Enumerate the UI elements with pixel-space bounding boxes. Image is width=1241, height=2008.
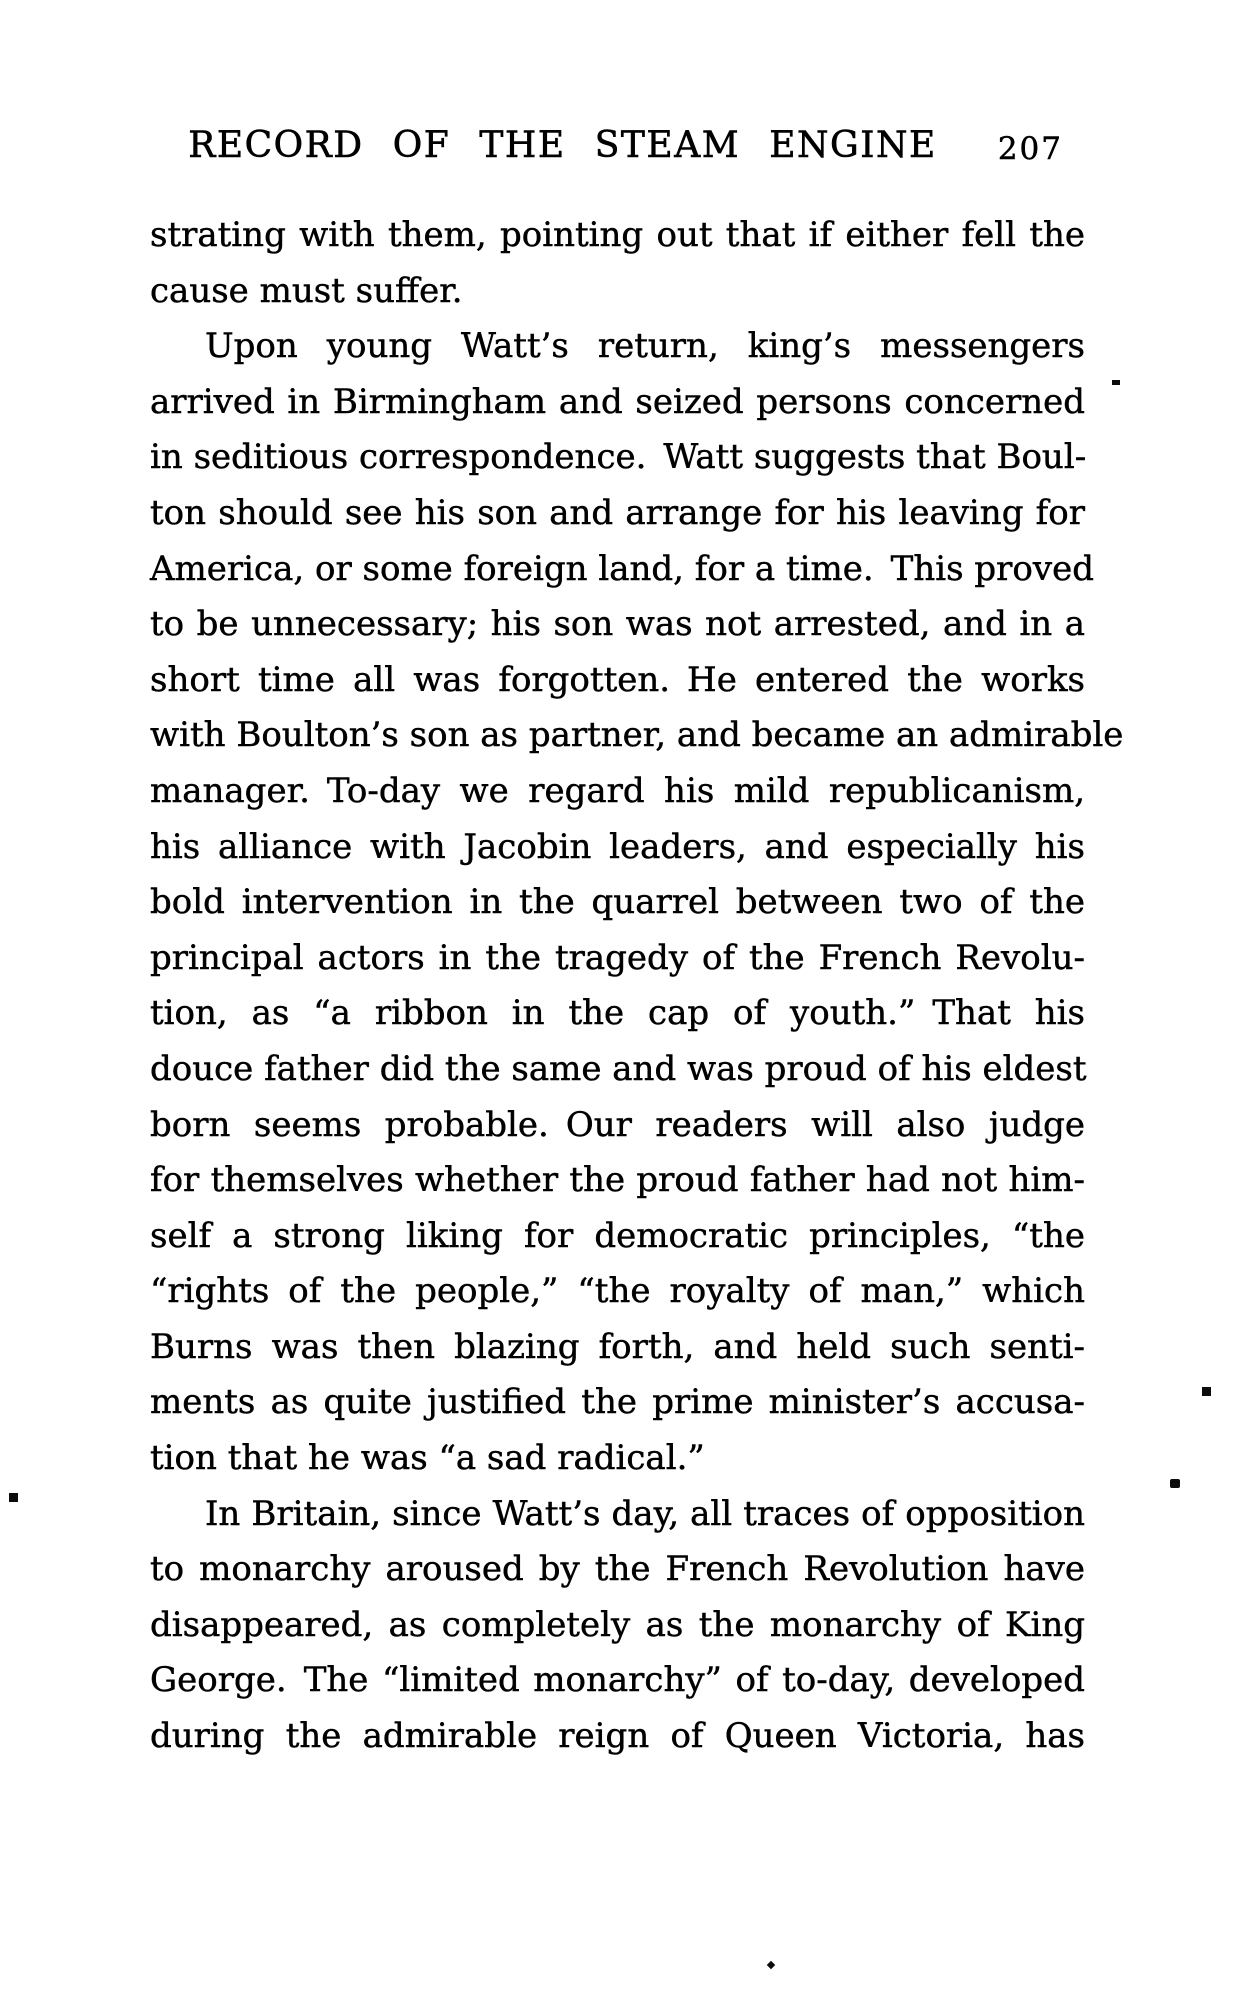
scan-speck	[1170, 1479, 1180, 1488]
text-line: self a strong liking for democratic principles, “the	[150, 1215, 1085, 1256]
text-line: for themselves whether the proud father had not him-	[150, 1160, 1085, 1201]
scan-speck	[9, 1493, 18, 1502]
text-line: short time all was forgotten. He entered the works	[150, 659, 1085, 700]
text-line: manager. To-day we regard his mild republicanism,	[150, 770, 1085, 811]
text-line: In Britain, since Watt’s day, all traces of opposition	[205, 1493, 1085, 1534]
text-line: during the admirable reign of Queen Victoria, has	[150, 1716, 1085, 1757]
text-line: to monarchy aroused by the French Revolution have	[150, 1549, 1085, 1590]
text-line: in seditious correspondence. Watt suggests that Boul-	[150, 437, 1087, 478]
text-line: disappeared, as completely as the monarchy of King	[150, 1604, 1085, 1645]
text-line: with Boulton’s son as partner, and became an admirable	[150, 715, 1124, 756]
text-line: born seems probable. Our readers will also judge	[150, 1104, 1085, 1145]
body-text	[150, 208, 1124, 1765]
text-line: strating with them, pointing out that if either fell the	[150, 215, 1085, 255]
page-title: RECORD OF THE STEAM ENGINE	[188, 125, 937, 166]
scan-speck	[1202, 1387, 1211, 1396]
text-line: principal actors in the tragedy of the French Revolu-	[150, 937, 1085, 978]
text-line: George. The “limited monarchy” of to-day, developed	[150, 1660, 1085, 1701]
scan-speck	[767, 1961, 775, 1969]
text-line: douce father did the same and was proud of his eldest	[150, 1048, 1087, 1089]
page-number: 207	[997, 131, 1063, 167]
text-line: ments as quite justified the prime minister’s accusa-	[150, 1382, 1085, 1423]
text-line: arrived in Birmingham and seized persons concerned	[150, 381, 1085, 422]
text-line: tion that he was “a sad radical.”	[150, 1438, 705, 1479]
text-line: ton should see his son and arrange for his leaving for	[150, 492, 1085, 533]
text-line: cause must suffer.	[150, 270, 463, 311]
text-line: Upon young Watt’s return, king’s messengers	[205, 326, 1085, 367]
text-line: America, or some foreign land, for a time. This proved	[150, 548, 1094, 589]
scan-speck	[1112, 380, 1120, 385]
text-line: tion, as “a ribbon in the cap of youth.” That his	[150, 993, 1085, 1034]
text-line: bold intervention in the quarrel between two of the	[150, 882, 1085, 923]
text-line: to be unnecessary; his son was not arrested, and in a	[150, 604, 1085, 645]
running-head	[150, 124, 1085, 172]
text-line: his alliance with Jacobin leaders, and especially his	[150, 826, 1085, 867]
text-line: Burns was then blazing forth, and held such senti-	[150, 1326, 1085, 1367]
text-line: “rights of the people,” “the royalty of man,” which	[150, 1271, 1085, 1312]
